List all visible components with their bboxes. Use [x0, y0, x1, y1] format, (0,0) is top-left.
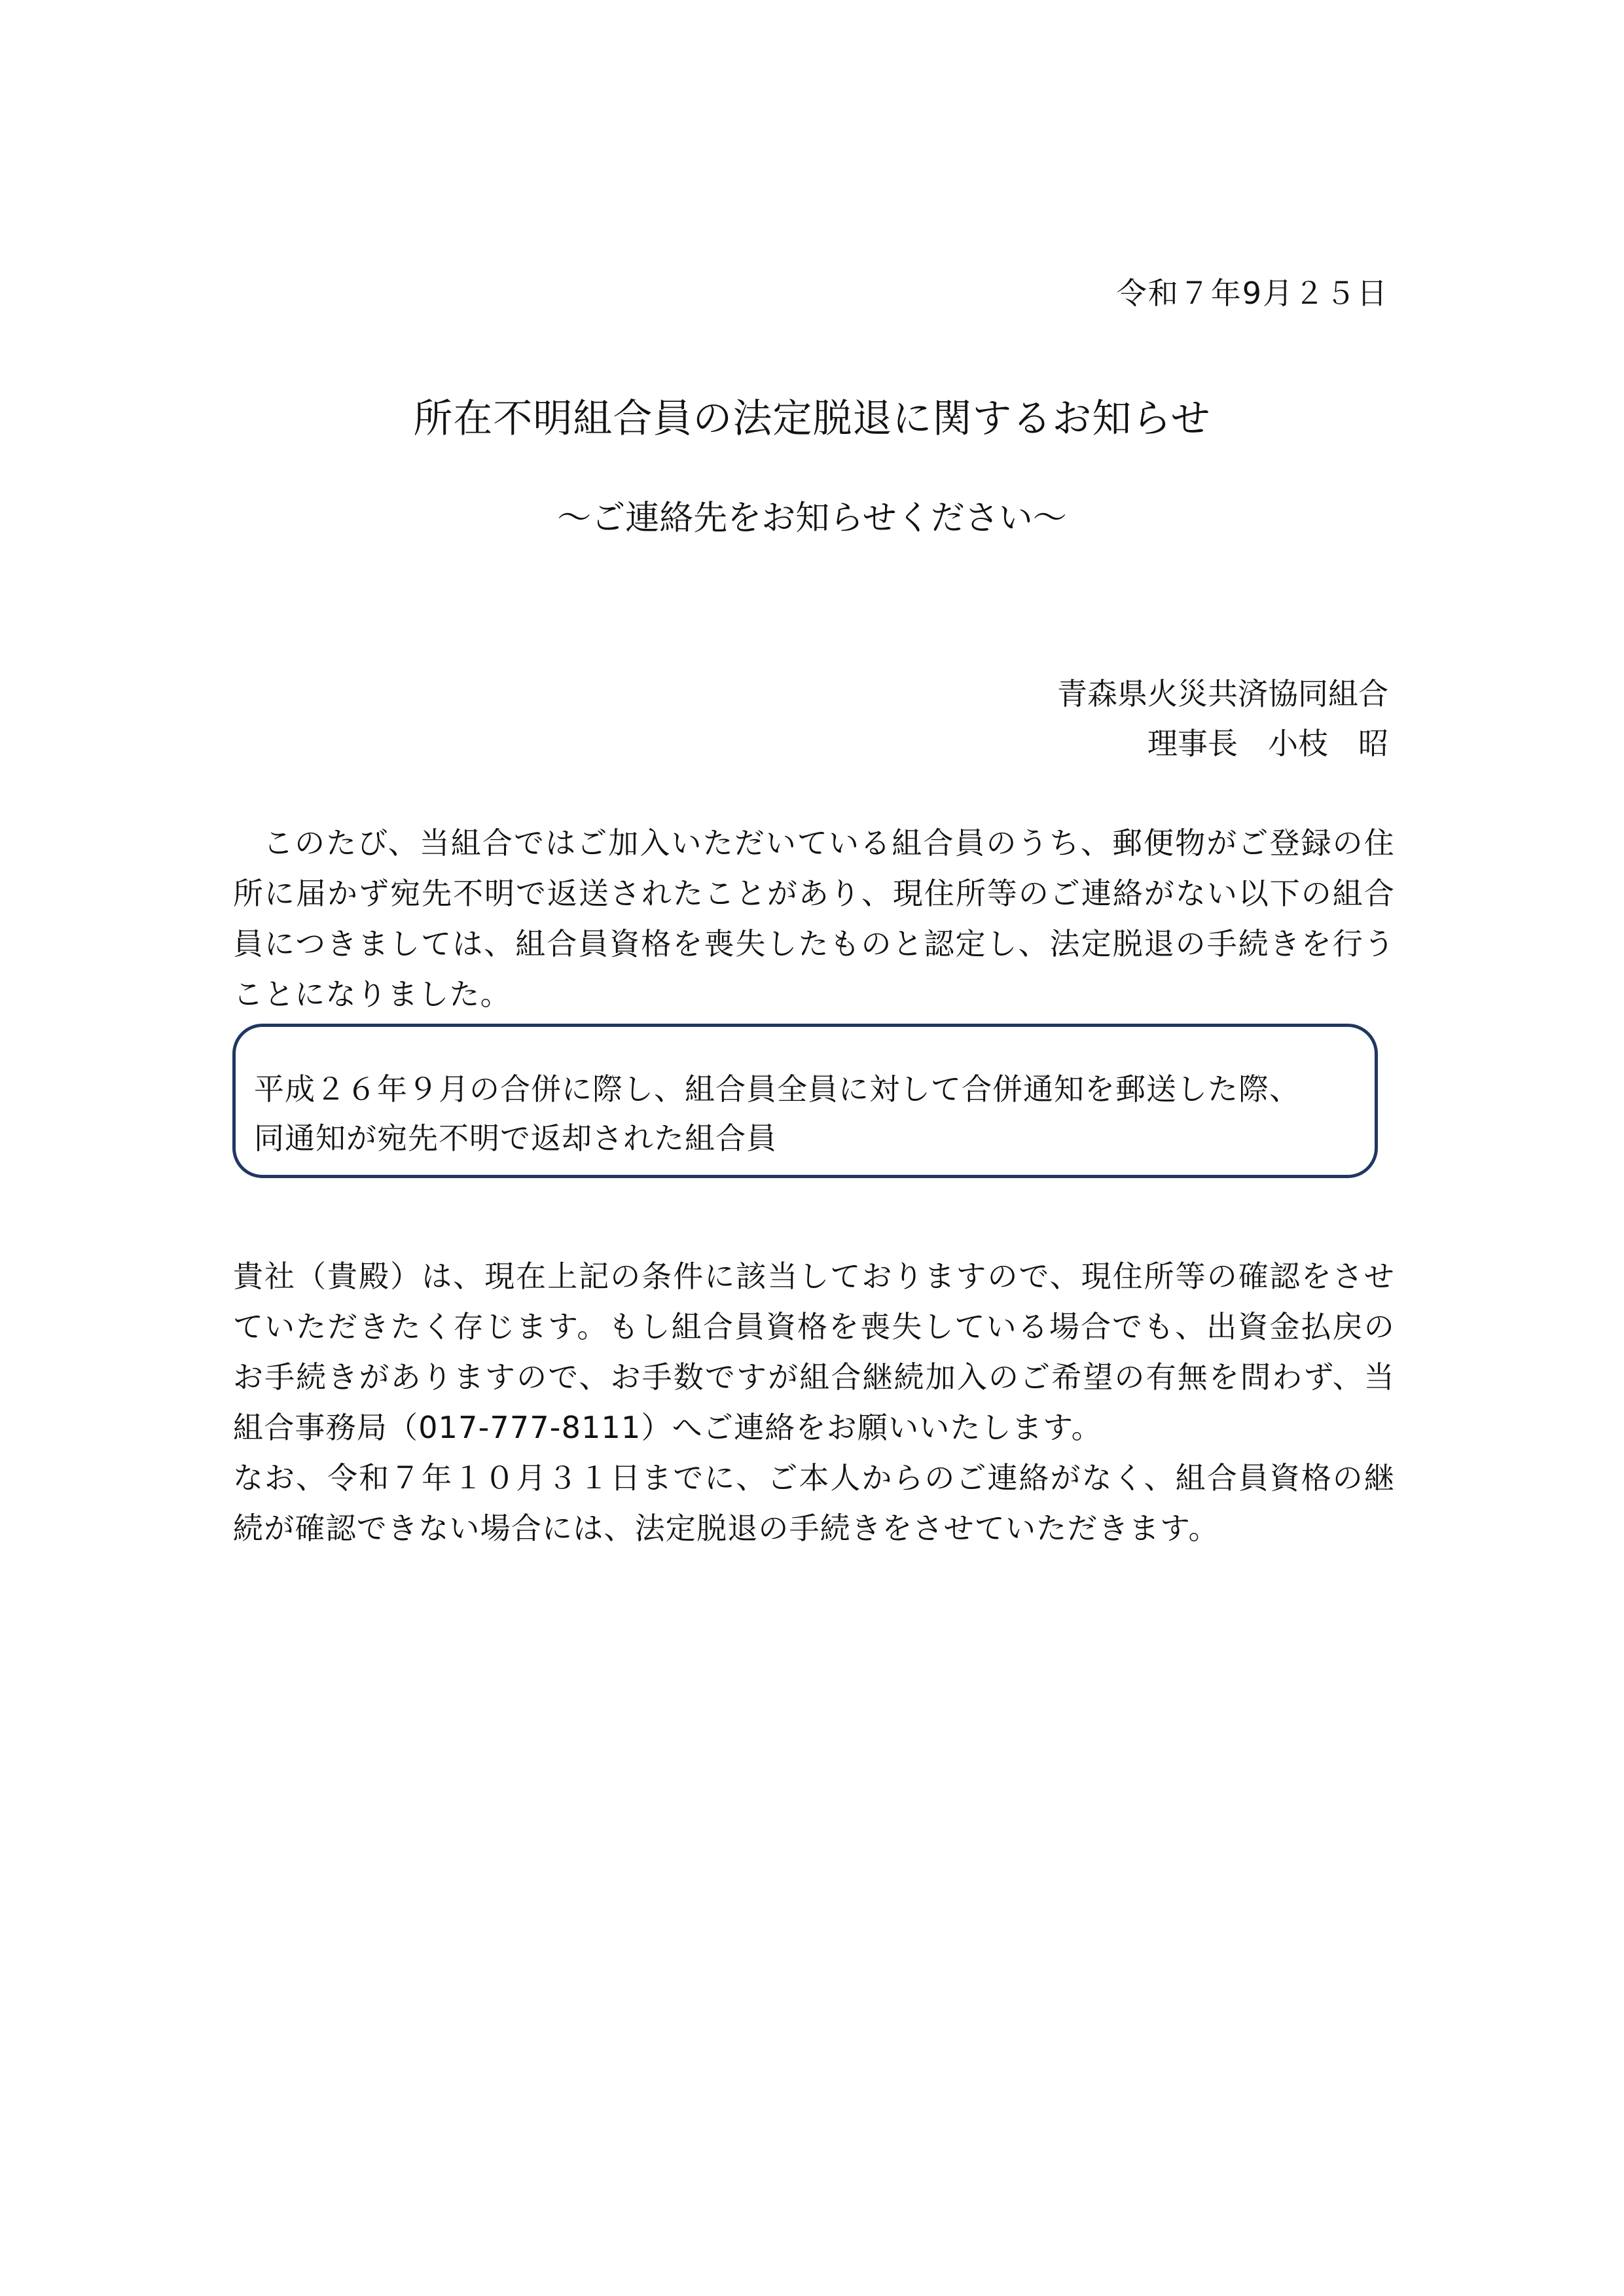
intro-section: [233, 818, 1395, 1020]
closing-section: [233, 1251, 1395, 1554]
deadline-paragraph: なお、令和７年１０月３１日までに、ご本人からのご連絡がなく、組合員資格の継続が確認できない場合には、法定脱退の手続きをさせていただきます。: [233, 1460, 1395, 1546]
request-paragraph: 貴社（貴殿）は、現在上記の条件に該当しておりますので、現住所等の確認をさせていただきたく存じます。もし組合員資格を喪失している場合でも、出資金払戻のお手続きがありますので、お手数ですが組合継続加入のご希望の有無を問わず、当組合事務局（017-777-8111）へご連絡をお願いいたします。: [233, 1259, 1395, 1445]
intro-paragraph: このたび、当組合ではご加入いただいている組合員のうち、郵便物がご登録の住所に届かず宛先不明で返送されたことがあり、現住所等のご連絡がない以下の組合員につきましては、組合員資格を喪失したものと認定し、法定脱退の手続きを行うことになりました。: [233, 825, 1395, 1012]
condition-notice-box: [232, 1024, 1378, 1178]
document-subtitle: ～ご連絡先をお知らせください～: [557, 499, 1067, 538]
document-title: 所在不明組合員の法定脱退に関するお知らせ: [413, 396, 1211, 442]
sender-representative: 理事長 小枝 昭: [1147, 726, 1388, 761]
notice-line-2: 同通知が宛先不明で返却された組合員: [254, 1121, 777, 1156]
issue-date: 令和７年9月２５日: [1116, 276, 1388, 311]
sender-organization: 青森県火災共済協同組合: [1057, 676, 1388, 711]
sender-block: [1057, 669, 1388, 768]
notice-line-1: 平成２６年９月の合併に際し、組合員全員に対して合併通知を郵送した際、: [254, 1071, 1300, 1107]
